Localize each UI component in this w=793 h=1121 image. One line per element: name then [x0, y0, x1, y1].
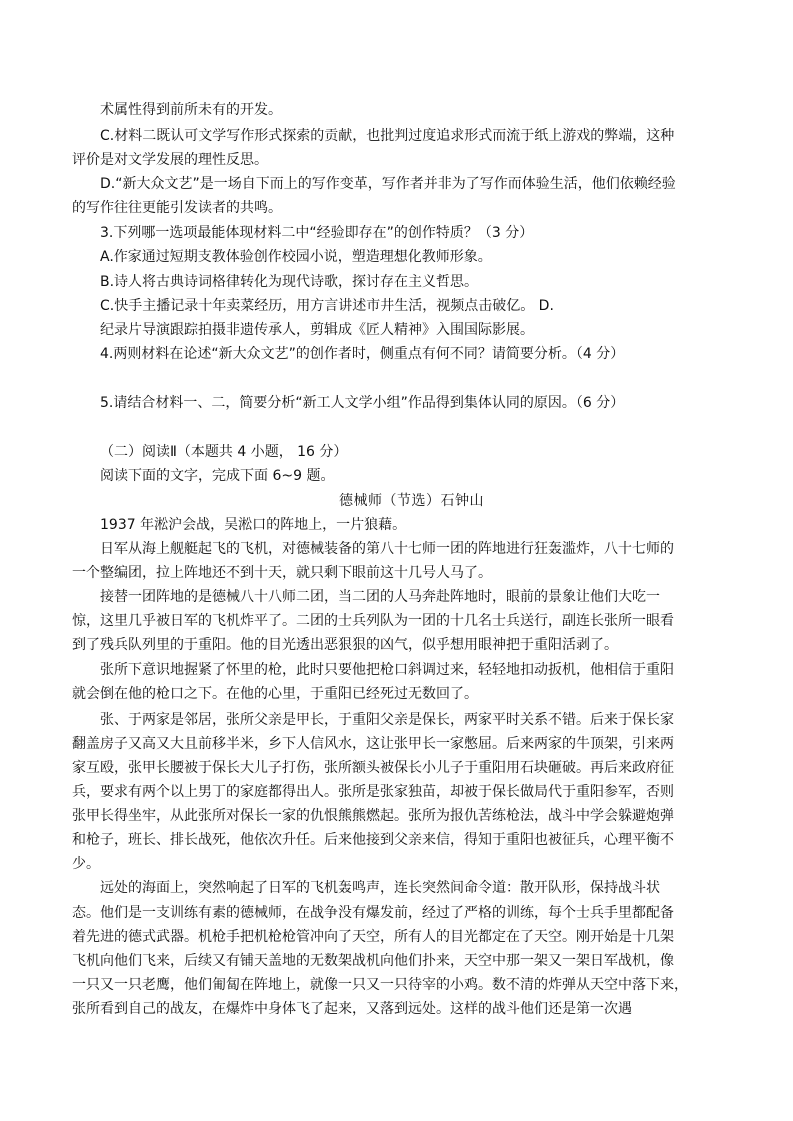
paragraph-line: 到了残兵队列里的于重阳。他的目光透出恶狠狠的凶气，似乎想用眼神把于重阳活剥了。 [72, 637, 618, 653]
question-4: 4.两则材料在论述“新大众文艺”的创作者时，侧重点有何不同？请简要分析。（4 分） [100, 346, 625, 362]
section-heading: （二）阅读Ⅱ（本题共 4 小题， 16 分） [100, 444, 348, 460]
option-c-line: C.材料二既认可文学写作形式探索的贡献，也批判过度追求形式而流于纸上游戏的弊端，这种 [100, 128, 675, 144]
q3-option-b: B.诗人将古典诗词格律转化为现代诗歌，探讨存在主义哲思。 [100, 274, 479, 290]
q3-option-d: 纪录片导演跟踪拍摄非遗传承人，剪辑成《匠人精神》入围国际影展。 [100, 322, 534, 338]
paragraph-line: 张、于两家是邻居，张所父亲是甲长，于重阳父亲是保长，两家平时关系不错。后来于保长家 [100, 712, 674, 728]
q3-option-a: A.作家通过短期支教体验创作校园小说，塑造理想化教师形象。 [100, 249, 492, 265]
q3-option-c: C.快手主播记录十年卖菜经历，用方言讲述市井生活，视频点击破亿。 D. [100, 298, 554, 314]
paragraph-line: 接替一团阵地的是德械八十八师二团，当二团的人马奔赴阵地时，眼前的景象让他们大吃一 [100, 589, 660, 605]
paragraph-line: 着先进的德式武器。机枪手把机枪枪管冲向了天空，所有人的目光都定在了天空。刚开始是十几架 [72, 929, 674, 945]
question-3: 3.下列哪一选项最能体现材料二中“经验即存在”的创作特质？（3 分） [100, 225, 534, 241]
paragraph-line: 远处的海面上，突然响起了日军的飞机轰鸣声，连长突然间命令道：散开队形，保持战斗状 [100, 880, 660, 896]
text-line: 术属性得到前所未有的开发。 [100, 102, 282, 118]
paragraph-line: 张所下意识地握紧了怀里的枪，此时只要他把枪口斜调过来，轻轻地扣动扳机，他相信于重阳 [100, 662, 674, 678]
paragraph-line: 少。 [72, 856, 100, 872]
paragraph-line: 张所看到自己的战友，在爆炸中身体飞了起来，又落到远处。这样的战斗他们还是第一次遇 [72, 1001, 632, 1017]
paragraph-line: 就会倒在他的枪口之下。在他的心里，于重阳已经死过无数回了。 [72, 686, 478, 702]
passage-title: 德械师（节选）石钟山 [339, 493, 484, 509]
paragraph-line: 一只又一只老鹰，他们匍匐在阵地上，就像一只又一只待宰的小鸡。数不清的炸弹从天空中落下来， [72, 977, 688, 993]
text-line: 评价是对文学发展的理性反思。 [72, 152, 268, 168]
paragraph-line: 翻盖房子又高又大且前移半米，乡下人信风水，这让张甲长一家憋屈。后来两家的牛顶架，引来两 [72, 736, 674, 752]
option-d-line: D.“新大众文艺”是一场自下而上的写作变革，写作者并非为了写作而体验生活，他们依赖经验 [100, 176, 676, 192]
paragraph-line: 张甲长得坐牢，从此张所对保长一家的仇恨熊熊燃起。张所为报仇苦练枪法，战斗中学会躲避炮弹 [72, 808, 674, 824]
reading-instruction: 阅读下面的文字，完成下面 6~9 题。 [100, 468, 335, 484]
paragraph-line: 和枪子，班长、排长战死，他依次升任。后来他接到父亲来信，得知于重阳也被征兵，心理平衡不 [72, 832, 674, 848]
paragraph-line: 态。他们是一支训练有素的德械师，在战争没有爆发前，经过了严格的训练，每个士兵手里都配备 [72, 905, 674, 921]
text-line: 的写作往往更能引发读者的共鸣。 [72, 200, 282, 216]
paragraph-line: 兵，要求有两个以上男丁的家庭都得出人。张所是张家独苗，却被于保长做局代于重阳参军，否则 [72, 784, 674, 800]
paragraph-line: 惊，这里几乎被日军的飞机炸平了。二团的士兵列队为一团的十几名士兵送行，副连长张所一眼看 [72, 613, 674, 629]
paragraph-line: 飞机向他们飞来，后续又有铺天盖地的无数架战机向他们扑来，天空中那一架又一架日军战机，像 [72, 953, 674, 969]
paragraph-line: 1937 年淞沪会战，吴淞口的阵地上，一片狼藉。 [100, 517, 407, 533]
paragraph-line: 一个整编团，拉上阵地还不到十天，就只剩下眼前这十几号人马了。 [72, 565, 492, 581]
question-5: 5.请结合材料一、二，简要分析“新工人文学小组”作品得到集体认同的原因。（6 分） [100, 395, 625, 411]
paragraph-line: 日军从海上舰艇起飞的飞机，对德械装备的第八十七师一团的阵地进行狂轰滥炸，八十七师的 [100, 541, 674, 557]
paragraph-line: 家互殴，张甲长腰被于保长大儿子打伤，张所额头被保长小儿子于重阳用石块砸破。再后来政府征 [72, 760, 674, 776]
